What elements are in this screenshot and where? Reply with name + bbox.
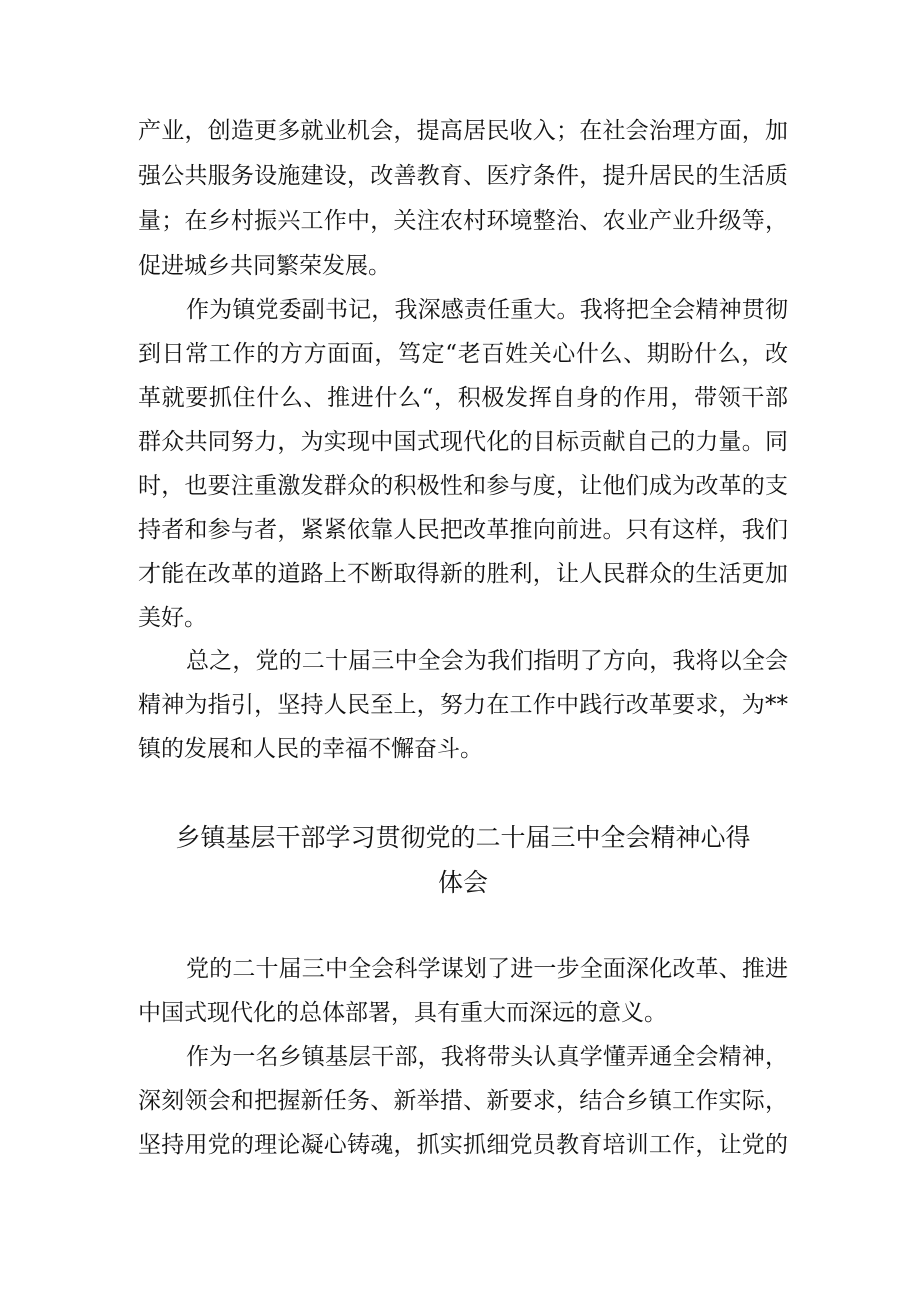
paragraph-line: 作为一名乡镇基层干部，我将带头认真学懂弄通全会精神， — [186, 1044, 788, 1070]
article-title-line-2: 体会 — [437, 868, 488, 897]
paragraph-line: 革就要抓住什么、推进什么“，积极发挥自身的作用，带领干部 — [138, 385, 788, 411]
paragraph-line: 群众共同努力，为实现中国式现代化的目标贡献自己的力量。同 — [138, 429, 788, 455]
paragraph-line: 总之，党的二十届三中全会为我们指明了方向，我将以全会 — [186, 648, 788, 674]
paragraph-line: 持者和参与者，紧紧依靠人民把改革推向前进。只有这样，我们 — [138, 517, 788, 543]
paragraph-line: 美好。 — [138, 605, 207, 631]
paragraph-line: 作为镇党委副书记，我深感责任重大。我将把全会精神贯彻 — [186, 297, 788, 323]
paragraph-line: 才能在改革的道路上不断取得新的胜利，让人民群众的生活更加 — [138, 561, 788, 587]
paragraph-line: 中国式现代化的总体部署，具有重大而深远的意义。 — [138, 1000, 667, 1026]
paragraph-line: 党的二十届三中全会科学谋划了进一步全面深化改革、推进 — [186, 956, 788, 982]
paragraph-line: 镇的发展和人民的幸福不懈奋斗。 — [138, 736, 483, 762]
paragraph-line: 到日常工作的方方面面，笃定“老百姓关心什么、期盼什么，改 — [138, 341, 788, 367]
paragraph-line: 时，也要注重激发群众的积极性和参与度，让他们成为改革的支 — [138, 473, 788, 499]
paragraph-line: 坚持用党的理论凝心铸魂，抓实抓细党员教育培训工作，让党的 — [138, 1132, 788, 1158]
paragraph-line: 量；在乡村振兴工作中，关注农村环境整治、农业产业升级等， — [138, 208, 788, 234]
article-title-line-1: 乡镇基层干部学习贯彻党的二十届三中全会精神心得 — [175, 823, 751, 852]
paragraph-line: 强公共服务设施建设，改善教育、医疗条件，提升居民的生活质 — [138, 163, 788, 189]
paragraph-line: 促进城乡共同繁荣发展。 — [138, 253, 391, 279]
paragraph-line: 精神为指引，坚持人民至上，努力在工作中践行改革要求，为** — [138, 692, 788, 718]
paragraph-line: 深刻领会和把握新任务、新举措、新要求，结合乡镇工作实际， — [138, 1088, 788, 1114]
paragraph-line: 产业，创造更多就业机会，提高居民收入；在社会治理方面，加 — [138, 118, 788, 144]
